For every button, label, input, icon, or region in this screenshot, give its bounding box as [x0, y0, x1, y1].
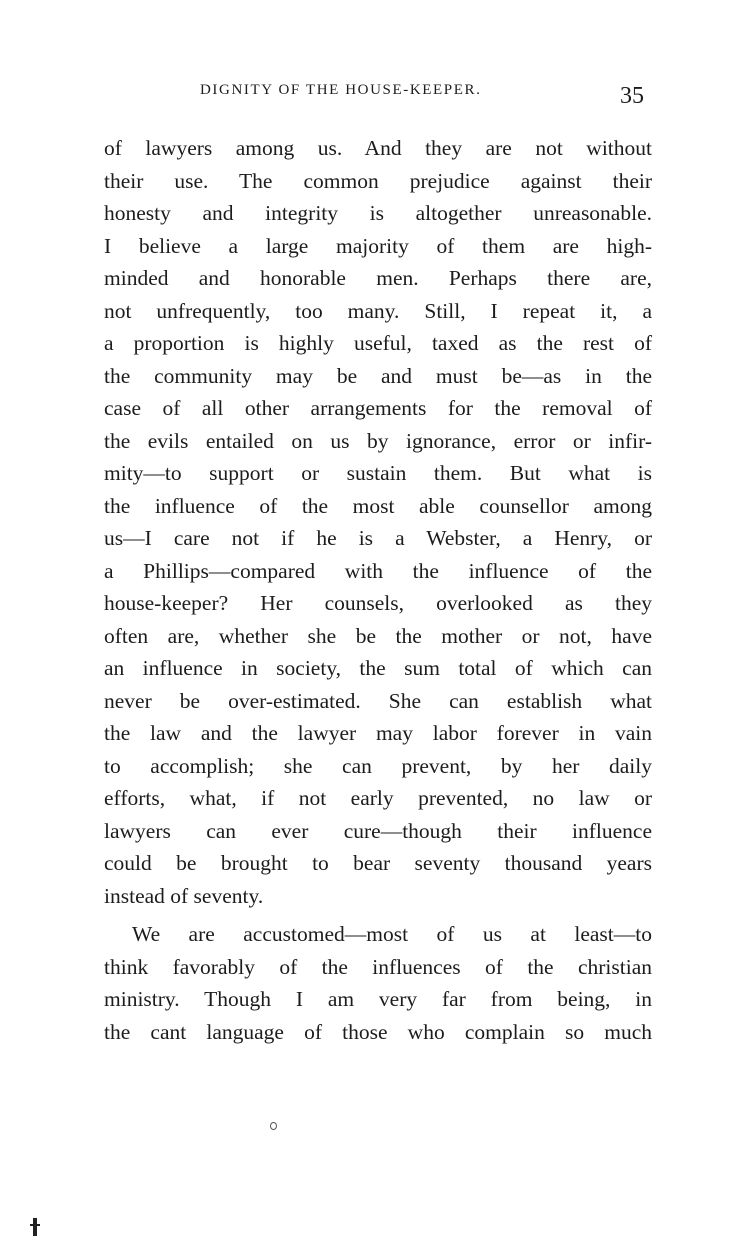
text-line: efforts, what, if not early prevented, no law or [104, 786, 652, 810]
text-line: case of all other arrangements for the removal of [104, 396, 652, 420]
text-line: never be over-estimated. She can establish what [104, 688, 652, 713]
corner-scan-mark [33, 1218, 37, 1236]
paragraph-2 [104, 918, 652, 1048]
text-line: We are accustomed—most of us at least—to [132, 922, 652, 946]
page-number: 35 [620, 83, 644, 109]
text-line: their use. The common prejudice against their [104, 168, 652, 193]
text-line: house-keeper? Her counsels, overlooked as they [104, 591, 652, 615]
ink-speck-mark [270, 1122, 277, 1130]
text-line: could be brought to bear seventy thousand years [104, 851, 652, 875]
text-line: the law and the lawyer may labor forever in vain [104, 721, 652, 745]
text-line: the evils entailed on us by ignorance, error or infir- [104, 428, 652, 453]
text-line: often are, whether she be the mother or not, have [104, 623, 652, 648]
text-line: to accomplish; she can prevent, by her daily [104, 753, 652, 778]
running-title: DIGNITY OF THE HOUSE-KEEPER. [200, 82, 482, 98]
text-line: honesty and integrity is altogether unreasonable. [104, 201, 652, 225]
text-line: the community may be and must be—as in the [104, 363, 652, 388]
text-line: instead of seventy. [104, 883, 264, 908]
text-line: think favorably of the influences of the christian [104, 954, 652, 979]
text-line: the influence of the most able counsellor among [104, 493, 652, 518]
text-line: I believe a large majority of them are high- [104, 233, 652, 258]
text-line: lawyers can ever cure—though their influence [104, 818, 652, 843]
text-line: not unfrequently, too many. Still, I repeat it, a [104, 298, 652, 323]
page-body [104, 132, 652, 1048]
text-line: a proportion is highly useful, taxed as the rest of [104, 331, 652, 355]
text-line: us—I care not if he is a Webster, a Henry, or [104, 526, 652, 550]
text-line: a Phillips—compared with the influence of the [104, 558, 652, 583]
text-line: minded and honorable men. Perhaps there are, [104, 266, 652, 290]
text-line: of lawyers among us. And they are not without [104, 136, 652, 160]
paragraph-1 [104, 132, 652, 912]
text-line: mity—to support or sustain them. But what is [104, 461, 652, 485]
text-line: an influence in society, the sum total of which can [104, 656, 652, 680]
text-line: ministry. Though I am very far from being, in [104, 987, 652, 1011]
text-line: the cant language of those who complain so much [104, 1019, 652, 1044]
